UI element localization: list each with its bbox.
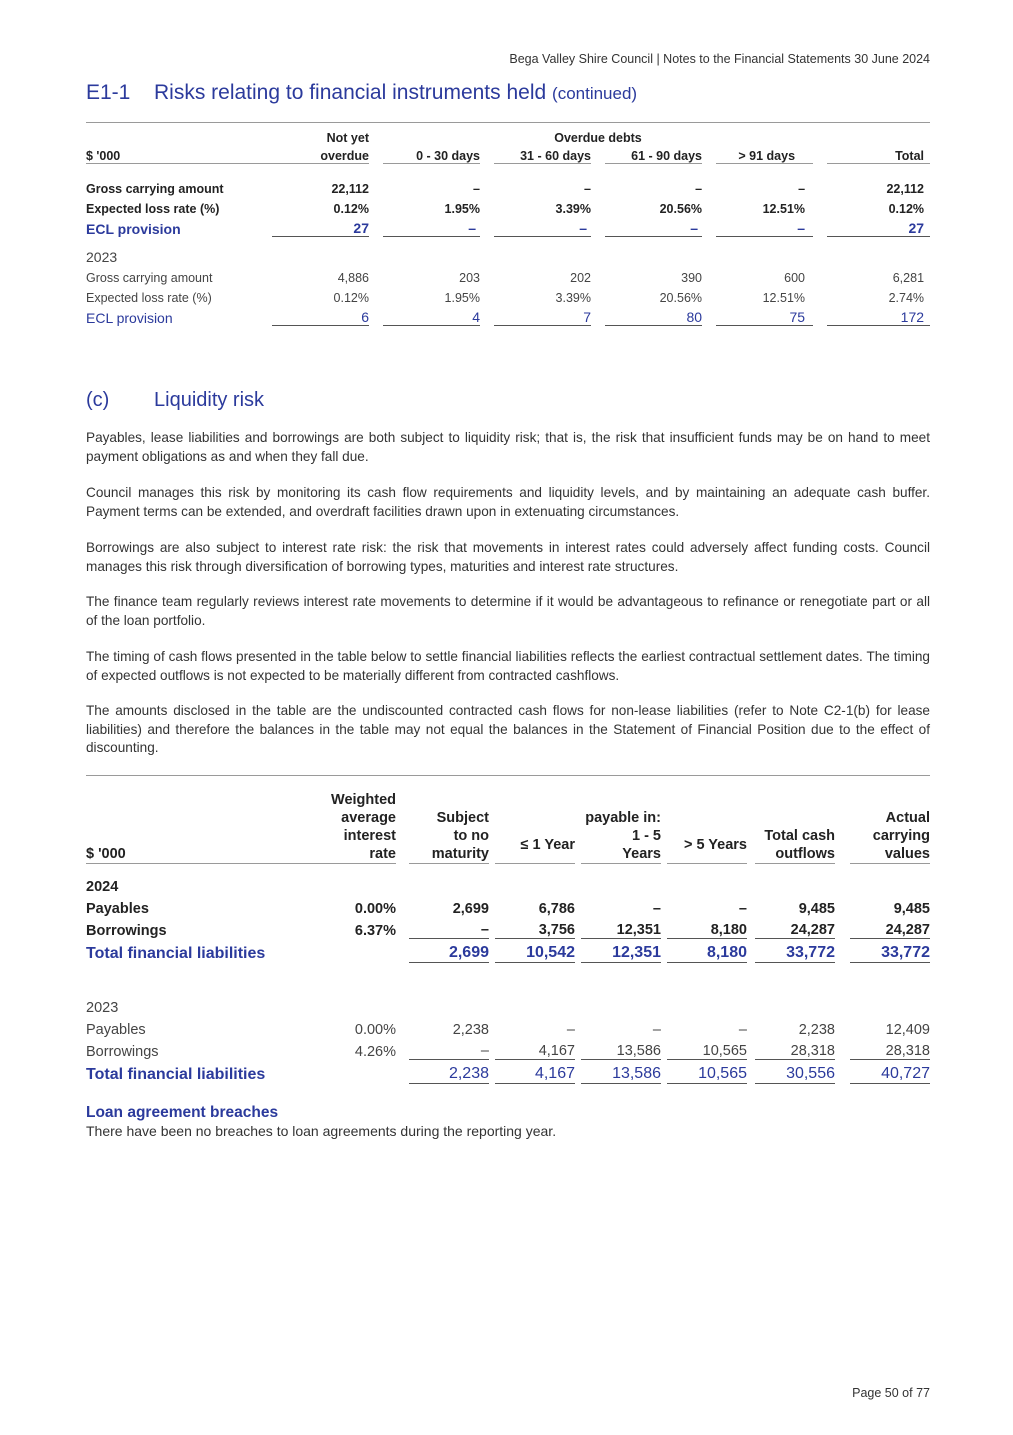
section-heading: [86, 389, 264, 412]
paragraph: The amounts disclosed in the table are the undiscounted contracted cash flows for non-lease liabilities (refer to Note C2-1(b) for lease liabilities) and therefore the balances in the table may not equal the balances in the Statement of Financial Position due to the effect of discounting.: [86, 703, 930, 755]
table-row: Payables 0.00% 2,238 – – – 2,238 12,409: [86, 1021, 930, 1038]
paragraph: Borrowings are also subject to interest rate risk: the risk that movements in interest rates could adversely affect funding costs. Council manages this risk through diversification of borrowing types, maturities and interest rate structures.: [86, 540, 930, 574]
table-row: ECL provision 6 4 7 80 75 172: [86, 305, 930, 326]
paragraph: Council manages this risk by monitoring its cash flow requirements and liquidity levels, and by maintaining an adequate cash buffer. Payment terms can be extended, and overdraft facilities drawn upon in extenuating circumstances.: [86, 485, 930, 519]
title-suffix: (continued): [552, 84, 638, 103]
table-row: Expected loss rate (%) 0.12% 1.95% 3.39% 20.56% 12.51% 2.74%: [86, 291, 925, 305]
page-header: Bega Valley Shire Council | Notes to the Financial Statements 30 June 2024: [509, 52, 930, 66]
col-le1: ≤ 1 Year: [495, 783, 575, 864]
col-units: $ '000: [86, 783, 316, 864]
col-rate: Weighted average interest rate: [316, 783, 396, 864]
section-number: (c): [86, 389, 110, 411]
total-row: Total financial liabilities 2,238 4,167 13,586 10,565 30,556 40,727: [86, 1060, 930, 1084]
col-subject: Subject to no maturity: [409, 783, 489, 864]
page-number: Page 50 of 77: [852, 1386, 930, 1400]
table-row: Borrowings 4.26% – 4,167 13,586 10,565 28,318 28,318: [86, 1038, 930, 1060]
title-number: E1-1: [86, 81, 131, 104]
section-title: Liquidity risk: [154, 389, 265, 411]
payable-in-header: payable in:: [585, 810, 661, 826]
table-row: Expected loss rate (%) 0.12% 1.95% 3.39% 20.56% 12.51% 0.12%: [86, 202, 925, 216]
col-gt5: > 5 Years: [667, 783, 747, 864]
col-not-yet: Not yet: [326, 131, 369, 145]
total-row: Total financial liabilities 2,699 10,542 12,351 8,180 33,772 33,772: [86, 939, 930, 963]
paragraph: Payables, lease liabilities and borrowings are both subject to liquidity risk; that is, the risk that insufficient funds may be on hand to meet payment obligations as and when they fall due.: [86, 430, 930, 464]
table-row: Payables 0.00% 2,699 6,786 – – 9,485 9,485: [86, 900, 930, 917]
year-row: 2023: [86, 249, 118, 265]
table-row: Borrowings 6.37% – 3,756 12,351 8,180 24,287 24,287: [86, 917, 930, 939]
year-row: 2024: [86, 879, 119, 895]
col-total-cash: Total cash outflows: [755, 783, 835, 864]
paragraph: The finance team regularly reviews interest rate movements to determine if it would be advantageous to refinance or renegotiate part or all of the loan portfolio.: [86, 594, 930, 628]
table-row: ECL provision 27 – – – – 27: [86, 216, 930, 237]
table-row: Gross carrying amount 22,112 – – – – 22,112: [86, 182, 925, 196]
year-row: 2023: [86, 1000, 119, 1016]
col-0-30: 0 - 30 days: [383, 145, 480, 164]
divider: [86, 122, 930, 123]
divider: [86, 775, 930, 776]
loan-text: There have been no breaches to loan agreements during the reporting year.: [86, 1123, 557, 1139]
title-text: Risks relating to financial instruments held: [154, 81, 547, 104]
col-1-5: payable in: 1 - 5 Years: [581, 783, 661, 864]
col-units: $ '000: [86, 145, 272, 164]
liabilities-table: [86, 783, 930, 1084]
ecl-table: [86, 127, 930, 326]
overdue-debts-header: Overdue debts: [554, 131, 642, 145]
paragraph: The timing of cash flows presented in the table below to settle financial liabilities reflects the earliest contractual settlement dates. The timing of expected outflows is not expected to be materially different from contracted cashflows.: [86, 649, 930, 683]
col-total: Total: [827, 145, 930, 164]
col-actual: Actual carrying values: [850, 783, 930, 864]
page-title: [86, 81, 637, 105]
col-overdue: overdue: [272, 145, 369, 164]
col-31-60: 31 - 60 days: [494, 145, 591, 164]
col-61-90: 61 - 90 days: [605, 145, 702, 164]
col-gt-91: > 91 days: [716, 145, 813, 164]
table-row: Gross carrying amount 4,886 203 202 390 600 6,281: [86, 271, 925, 285]
loan-heading: Loan agreement breaches: [86, 1104, 279, 1121]
